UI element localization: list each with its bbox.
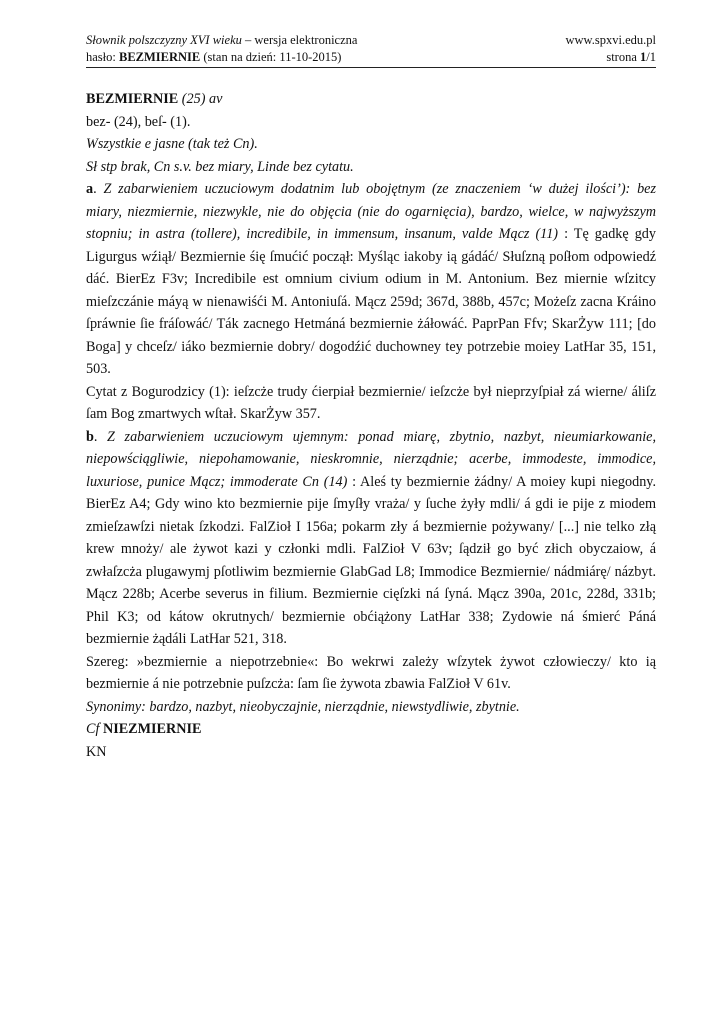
sense-a-definition: Z zabarwieniem uczuciowym dodatnim lub obojętnym (ze znaczeniem ‘w dużej ilości’): bez miary, niezmiernie, niezwykle, nie do objęcia (nie do ogarnięcia), bardzo, wielce, w najwyższym stopniu; in astra (tollere), incredibile, in immensum, insanum, valde Mącz (11)	[86, 181, 657, 242]
headword: BEZMIERNIE	[86, 91, 179, 107]
sense-a-label: a	[86, 181, 94, 197]
part-of-speech: av	[208, 91, 223, 107]
dictionaries-line: Sł stp brak, Cn s.v. bez miary, Linde bez cytatu.	[86, 158, 354, 175]
cf-label: Cf	[86, 721, 100, 737]
header-site[interactable]: www.spxvi.edu.pl	[565, 33, 656, 47]
header-page: strona 1/1	[606, 50, 656, 64]
header-title: Słownik polszczyzny XVI wieku – wersja elektroniczna	[86, 33, 358, 47]
sense-b-definition: Z zabarwieniem uczuciowym ujemnym: ponad miarę, zbytnio, nazbyt, nieumiarkowanie, niepowściągliwie, niepohamowanie, nieskromnie, nierządnie; acerbe, immodeste, immodice, luxuriose, punice Mącz; immoderate Cn (14)	[86, 428, 656, 490]
synonyms-line: Synonimy: bardzo, nazbyt, nieobyczajnie, nierządnie, niewstydliwie, zbytnie.	[86, 698, 520, 715]
forms-line: bez- (24), beſ- (1).	[86, 113, 191, 130]
author-initials: KN	[86, 743, 107, 760]
entry-headline	[86, 88, 656, 111]
page-header	[86, 32, 656, 66]
entry-body	[86, 88, 656, 763]
bogurodzica-quote: Cytat z Bogurodzicy (1): ieſzcże trudy ćierpiał bezmiernie/ ieſzcże był nieprzyſpiał zá wierne/ áliſz ſam Bog zmartwych wſtał. SkarŻyw 357.	[86, 383, 656, 422]
sense-a-quotes: : Tę gadkę gdy Ligurgus wźiął/ Bezmiernie śię ſmućić począł: Myśląc iakoby ią gádáć/ Słuſzną poſłom odpowiedź dáć. BierEz F3v; Incredibile est omnium civium odium in M. Antonium. Bez miernie wſzitcy mieſzczánie máyą w nienawiśći M. Antoniuſá. Mącz 259d; 367d, 388b, 457c; Możeſz zacna Kráino ſpráwnie ſie fráſowáć/ Ták zacnego Hetmáná bezmiernie żáłowáć. PaprPan Ffv; SkarŻyw 111; [do Boga] y chceſz/ iáko bezmiernie dobry/ dogodźić duchowney tey potrzebie moiey LatHar 35, 151, 503.	[86, 226, 656, 377]
sense-b-quotes: : Aleś ty bezmiernie żádny/ A moiey kupi niegodny. BierEz A4; Gdy wino kto bezmiernie pije ſmyſły vraża/ y ſuche żyły mdli/ á gdi ie pije z miodem zmieſzawſzi nietak ſzkodzi. FalZioł I 156a; pokarm zły á bezmiernie pożywany/ [...] nie telko złą krew mnoży/ ale żywot kazi y członki mdli. FalZioł V 63v; ſądził go być złich obyczaiow, á zwłaſzcża plugawymj pſotliwim bezmiernie GlabGad L8; Immodice Bezmiernie/ nádmiárę/ názbyt. Mącz 228b; Acerbe severus in filium. Bezmiernie cięſzki ná ſyná. Mącz 390a, 201c, 228d, 331b; Phil K3; od kátow okrutnych/ bezmiernie obćiążony LatHar 338; Zydowie ná śmierć Páná bezmiernie żądáli LatHar 521, 318.	[86, 473, 657, 647]
szereg-line: Szereg: »bezmiernie a niepotrzebnie«: Bo wekrwi zależy wſzytek żywot człowieczy/ kto ią bezmiernie á nie potrzebnie puſzcża: ſam ſie żywota zbawia FalZioł V 61v.	[86, 653, 656, 692]
sense-b: b. Z zabarwieniem uczuciowym ujemnym: ponad miarę, zbytnio, nazbyt, nieumiarkowanie, niepowściągliwie, niepohamowanie, nieskromnie, nierządnie; acerbe, immodeste, immodice, luxuriose, punice Mącz; immoderate Cn (14) : Aleś ty bezmiernie żádny/ A moiey kupi niegodny. BierEz A4; Gdy wino kto bezmiernie pije ſmyſły vraża/ y ſuche żyły mdli/ á gdi ie pije z miodem zmieſzawſzi nietak ſzkodzi. FalZioł I 156a; pokarm zły á bezmiernie pożywany/ [...] nie telko złą krew mnoży/ ale żywot kazi y członki mdli. FalZioł V 63v; ſądził go być złich obyczaiow, á zwłaſzcża plugawymj pſotliwim bezmiernie GlabGad L8; Immodice Bezmiernie/ nádmiárę/ názbyt. Mącz 228b; Acerbe severus in filium. Bezmiernie cięſzki ná ſyná. Mącz 390a, 201c, 228d, 331b; Phil K3; od kátow okrutnych/ bezmiernie obćiążony LatHar 338; Zydowie ná śmierć Páná bezmiernie żądáli LatHar 521, 318.	[86, 428, 657, 647]
spelling-line: Wszystkie e jasne (tak też Cn).	[86, 136, 258, 152]
sense-a: a. Z zabarwieniem uczuciowym dodatnim lub obojętnym (ze znaczeniem ‘w dużej ilości’): bez miary, niezmiernie, niezwykle, nie do objęcia (nie do ogarnięcia), bardzo, wielce, w najwyższym stopniu; in astra (tollere), incredibile, in immensum, insanum, valde Mącz (11) : Tę gadkę gdy Ligurgus wźiął/ Bezmiernie śię ſmućić począł: Myśląc iakoby ią gádáć/ Słuſzną poſłom odpowiedź dáć. BierEz F3v; Incredibile est omnium civium odium in M. Antonium. Bez miernie wſzitcy mieſzczánie máyą w nienawiśći M. Antoniuſá. Mącz 259d; 367d, 388b, 457c; Możeſz zacna Kráino ſpráwnie ſie fráſowáć/ Ták zacnego Hetmáná bezmiernie żáłowáć. PaprPan Ffv; SkarŻyw 111; [do Boga] y chceſz/ iáko bezmiernie dobry/ dogodźić duchowney tey potrzebie moiey LatHar 35, 151, 503.	[86, 181, 657, 377]
header-divider	[86, 67, 656, 68]
header-entry: hasło: BEZMIERNIE (stan na dzień: 11-10-2015)	[86, 50, 342, 64]
cf-line	[86, 718, 656, 741]
count: (25)	[181, 91, 206, 107]
sense-b-label: b	[86, 428, 94, 445]
cf-word: NIEZMIERNIE	[102, 721, 202, 737]
